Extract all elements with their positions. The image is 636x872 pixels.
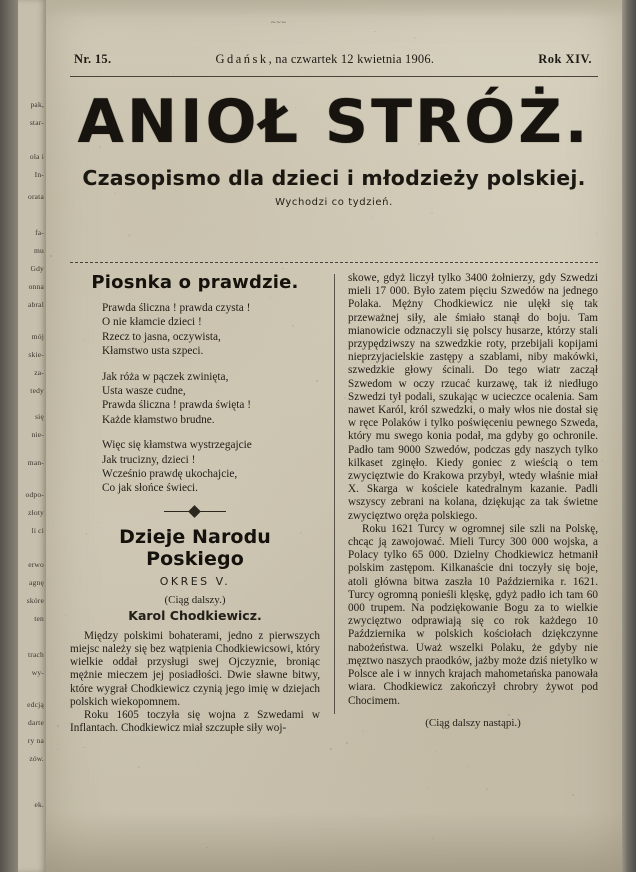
column-right — [348, 272, 598, 729]
poem-line: Wcześnio prawdę ukochajcie, — [102, 468, 238, 481]
article-body-left — [70, 630, 320, 736]
scan-speckle — [330, 748, 332, 750]
adjacent-page-text: za- — [34, 368, 44, 377]
scan-speckle — [204, 528, 205, 529]
poem-line: Co jak słońce świeci. — [102, 482, 199, 495]
volume-year: Rok XIV. — [538, 52, 592, 66]
poem-line: Każde kłamstwo brudne. — [102, 413, 215, 426]
adjacent-page-text: agnę — [29, 578, 44, 587]
scan-speckle — [128, 234, 130, 236]
scan-speckle — [334, 129, 336, 131]
scan-speckle — [508, 714, 510, 716]
scan-speckle — [346, 742, 348, 744]
article-author: Karol Chodkiewicz. — [128, 607, 262, 623]
poem-stanza — [102, 370, 320, 428]
poem-title: Piosnka o prawdzie. — [91, 272, 299, 293]
adjacent-page-text: fa- — [35, 228, 44, 237]
scan-speckle — [173, 73, 174, 74]
adjacent-page-text: darte — [28, 718, 44, 727]
adjacent-page-text: star- — [29, 118, 44, 127]
newspaper-page — [46, 0, 622, 872]
city-name: Gdańsk — [215, 52, 269, 66]
scan-speckle — [607, 547, 608, 548]
adjacent-page-text: edcją — [27, 700, 44, 709]
scan-speckle — [242, 195, 243, 196]
adjacent-page-text: ten — [34, 614, 44, 623]
scan-speckle — [609, 194, 610, 195]
article-columns — [70, 272, 598, 735]
scan-speckle — [214, 720, 215, 721]
ornament-divider — [164, 507, 226, 516]
adjacent-page-text: ola i — [29, 152, 44, 161]
column-left — [70, 272, 320, 736]
paper-edge-bottom — [46, 812, 622, 872]
publication-frequency: Wychodzi co tydzień. — [275, 197, 393, 208]
scan-speckle — [299, 172, 301, 174]
scan-speckle — [57, 725, 59, 727]
poem-line: O nie kłamcie dzieci ! — [102, 316, 202, 329]
adjacent-page-text: man- — [27, 458, 44, 467]
binding-gutter-right — [622, 0, 636, 872]
scan-speckle — [50, 255, 52, 257]
scan-speckle — [432, 838, 433, 839]
scan-speckle — [295, 583, 297, 585]
poem-stanza — [102, 438, 320, 496]
adjacent-page-text: trach — [28, 650, 44, 659]
scan-speckle — [526, 521, 527, 522]
adjacent-page-text: ry na — [27, 736, 44, 745]
article-paragraph: Roku 1621 Turcy w ogromnej sile szli na Polskę, chcąc ją zawojować. Mieli Turcy 300 000 wojska, a Polacy tylko 65 000. Dzielny Chodkiewicz hetmanił polskim zastępom. Kilkanaście dni toczyły się boje, atoli główna bitwa zaszła 10 Października r. 1621. Turcy ogromną ponieśli klęskę, gdyż padło ich tam 60 000 trupem. Na podziękowanie Bogu za to wielkie zwycięztwo odprawiają się co rok każdego 10 Października w polskich kościołach dziękczynne nabożeństwa. Uważ wszelki Polaku, że gdyby nie męztwo naszych praodków, jażby może dziś nietylko w Polsce ale i w innych krajach mahometańska panowała wiara. Chodkiewicz zakończył chrobry żywot pod Chocimem. — [348, 522, 598, 707]
poem-line: Prawda śliczna ! prawda czysta ! — [102, 302, 251, 314]
article-paragraph: Między polskimi bohaterami, jedno z pierwszych miejsc należy się bez wątpienia Chodkiewicsowi, który wielkie oddał przysługi swej Ojczyznie, broniąc mężnie mieczem jej posiadłości. Dwie sławne bitwy, które wygrał Chodkiewicz czynią jego imię w dziejach polskich wiekopomnem. — [70, 629, 320, 708]
article-continuation-note: (Ciąg dalszy.) — [164, 593, 226, 606]
adjacent-page-text: mu — [34, 246, 44, 255]
adjacent-page-text: się — [35, 412, 44, 421]
scan-speckle — [270, 297, 271, 298]
article-paragraph: Roku 1605 toczyła się wojna z Szwedami w Inflantach. Chodkiewicz miał szczupłe siły woj- — [70, 709, 320, 735]
adjacent-page-text: onna — [28, 282, 44, 291]
scan-top-mark: ~~~ — [271, 18, 287, 27]
scan-speckle — [282, 268, 284, 270]
poem-line: Więc się kłamstwa wystrzegajcie — [102, 439, 252, 452]
adjacent-page-fragment — [18, 0, 46, 872]
adjacent-page-text: złoty — [28, 508, 44, 517]
poem-line: Usta wasze cudne, — [102, 385, 186, 398]
adjacent-page-text: skóre — [26, 596, 44, 605]
article-paragraph: skowe, gdyż liczył tylko 3400 żołnierzy, gdy Szwedzi mieli 17 000. Było zatem pięciu Szwedów na jednego Polaka. Mężny Chodkiewicz nie ulękł się tak przeważnej siły, ale śmiało stanął do boju. Tam mianowicie odznaczyli się polscy husarze, którzy stali przypędziwszy na szwedzkie roty, przebijali kopijami nieprzyjacielskie zastępy a szablami, niby makówki, szwedzkie głowy ścinali. Do tego wiatr zaczął Szwedom w oczy rzucać kurzawę, tak iż niedługo Szwedzi tył podali, szukając w ucieczce ocalenia. Sam nawet Karól, król szwedzki, o mały włos nie dostał się w ręce Polaków i tylko poświęceniu pewnego Szweda, który mu swego konia podał, ma gdyby go ochronile. Padło tam 9000 Szwedów, podczas gdy naszych tylko kilkaset zginęło. Kiedy goniec z wieścią o tem zwycięztwie do Krakowa przybył, wtedy właśnie miał X. Skarga w kościele katedralnym kazanie. Padli wszyscy zebrani na kolana, dziękując za tak świetne zwycięztwo oręża polskiego. — [348, 272, 598, 522]
scan-speckle — [188, 303, 189, 304]
publication-date: , na czwartek 12 kwietnia 1906. — [268, 52, 435, 66]
scan-speckle — [448, 515, 450, 517]
scan-speckle — [602, 460, 603, 461]
scan-speckle — [344, 397, 346, 399]
column-divider — [334, 274, 335, 714]
scan-speckle — [148, 707, 149, 708]
adjacent-page-text: zów. — [29, 754, 44, 763]
scan-speckle — [356, 678, 358, 680]
adjacent-page-text: abral — [28, 300, 44, 309]
adjacent-page-text: mój — [31, 332, 44, 341]
scan-speckle — [373, 512, 374, 513]
newspaper-subtitle: Czasopismo dla dzieci i młodzieży polskiej. — [82, 166, 586, 190]
adjacent-page-text: ek. — [34, 800, 44, 809]
scan-speckle — [550, 77, 551, 78]
newspaper-title: ANIOŁ STRÓŻ. — [77, 87, 591, 157]
scan-speckle — [377, 560, 378, 561]
poem-line: Prawda śliczna ! prawda święta ! — [102, 399, 251, 412]
poem-line: Jak róża w pączek zwinięta, — [102, 370, 229, 383]
scan-speckle — [145, 283, 146, 284]
masthead-divider — [70, 262, 598, 263]
article-period: OKRES V. — [159, 574, 231, 588]
paper-edge-top — [46, 0, 622, 18]
scan-speckle — [218, 470, 220, 472]
scan-speckle — [431, 212, 433, 214]
place-and-date — [215, 52, 434, 67]
adjacent-page-text: tedy — [30, 386, 44, 395]
adjacent-page-text: wy- — [31, 668, 44, 677]
scan-speckle — [218, 676, 219, 677]
scan-speckle — [385, 503, 386, 504]
masthead — [46, 87, 622, 208]
scan-speckle — [305, 663, 306, 664]
scan-speckle — [479, 506, 481, 508]
scan-speckle — [427, 787, 428, 788]
poem-stanza — [102, 301, 320, 359]
issue-header — [74, 52, 592, 67]
binding-gutter-left — [0, 0, 18, 872]
scan-speckle — [486, 788, 488, 790]
adjacent-page-text: orata — [28, 192, 44, 201]
scan-speckle — [292, 325, 294, 327]
adjacent-page-text: odpo- — [25, 490, 44, 499]
scan-speckle — [535, 475, 537, 477]
scan-speckle — [119, 729, 121, 731]
adjacent-page-text: nie- — [31, 430, 44, 439]
scan-speckle — [240, 145, 241, 146]
poem-body — [70, 301, 320, 496]
issue-number: Nr. 15. — [74, 52, 112, 66]
article-tail-note: (Ciąg dalszy nastąpi.) — [425, 716, 521, 729]
scan-speckle — [231, 408, 232, 409]
scan-speckle — [99, 146, 101, 148]
adjacent-page-text: Gdy — [30, 264, 44, 273]
adjacent-page-text: erwo — [28, 560, 44, 569]
scan-speckle — [65, 615, 66, 616]
adjacent-page-text: pak, — [30, 100, 44, 109]
poem-line: Jak trucizny, dzieci ! — [102, 453, 196, 466]
article-title: Dzieje Narodu Poskiego — [119, 525, 271, 570]
adjacent-page-text: li ci — [31, 526, 44, 535]
header-rule — [70, 76, 598, 77]
scan-speckle — [346, 663, 347, 664]
scan-speckle — [286, 110, 287, 111]
scan-speckle — [467, 766, 468, 767]
scan-speckle — [572, 794, 574, 796]
poem-line: Kłamstwo usta szpeci. — [102, 345, 204, 358]
scan-speckle — [50, 120, 51, 121]
poem-line: Rzecz to jasna, oczywista, — [102, 330, 221, 343]
adjacent-page-text: In- — [34, 170, 44, 179]
adjacent-page-text: skie- — [28, 350, 44, 359]
article-body-right — [348, 272, 598, 708]
